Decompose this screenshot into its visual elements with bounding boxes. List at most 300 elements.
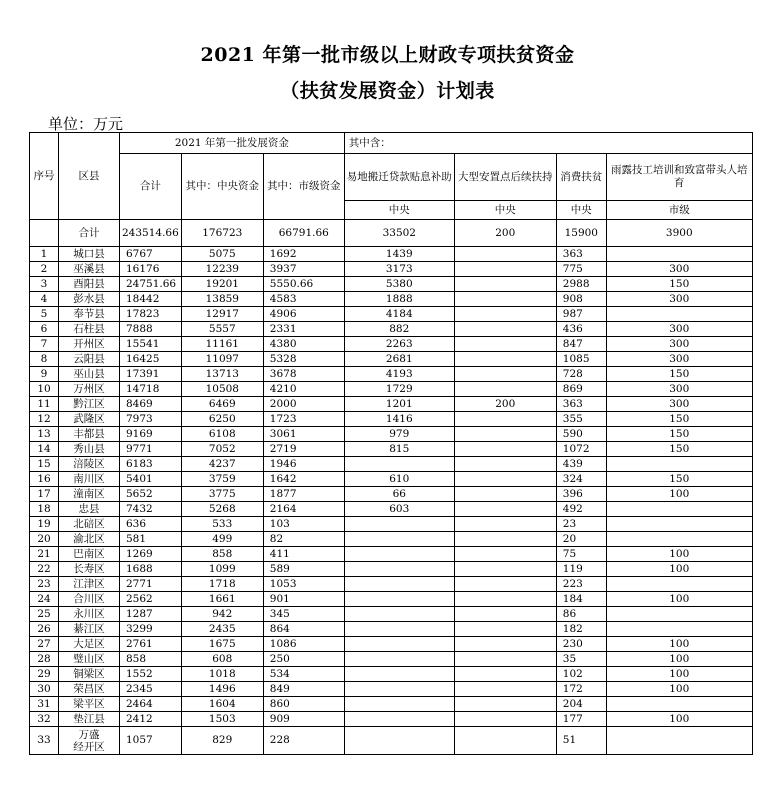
cell-consumption: 182 bbox=[556, 622, 606, 637]
cell-municipal: 1723 bbox=[263, 412, 344, 427]
header-central: 其中：中央资金 bbox=[181, 154, 263, 220]
cell-relocation bbox=[344, 637, 454, 652]
cell-resettlement bbox=[454, 592, 556, 607]
cell-resettlement bbox=[454, 517, 556, 532]
cell-total: 7888 bbox=[120, 322, 182, 337]
table-row bbox=[30, 442, 753, 457]
cell-training bbox=[606, 457, 752, 472]
cell-district: 开州区 bbox=[59, 337, 120, 352]
cell-municipal: 3678 bbox=[263, 367, 344, 382]
cell-seq: 10 bbox=[30, 382, 59, 397]
cell-relocation: 5380 bbox=[344, 277, 454, 292]
cell-resettlement bbox=[454, 262, 556, 277]
cell-municipal: 4380 bbox=[263, 337, 344, 352]
cell-district bbox=[59, 727, 120, 755]
cell-municipal: 860 bbox=[263, 697, 344, 712]
cell-central: 5075 bbox=[181, 247, 263, 262]
cell-relocation: 603 bbox=[344, 502, 454, 517]
cell-central: 6108 bbox=[181, 427, 263, 442]
cell-municipal: 589 bbox=[263, 562, 344, 577]
cell-training: 150 bbox=[606, 472, 752, 487]
cell-seq: 4 bbox=[30, 292, 59, 307]
cell-consumption: 86 bbox=[556, 607, 606, 622]
cell-seq: 20 bbox=[30, 532, 59, 547]
cell-total: 17823 bbox=[120, 307, 182, 322]
cell-training: 150 bbox=[606, 427, 752, 442]
cell-district: 北碚区 bbox=[59, 517, 120, 532]
cell-consumption: 1085 bbox=[556, 352, 606, 367]
cell-consumption: 908 bbox=[556, 292, 606, 307]
cell-consumption: 172 bbox=[556, 682, 606, 697]
cell-relocation: 4193 bbox=[344, 367, 454, 382]
cell-district: 梁平区 bbox=[59, 697, 120, 712]
cell-district: 城口县 bbox=[59, 247, 120, 262]
table-row bbox=[30, 412, 753, 427]
cell-district: 潼南区 bbox=[59, 487, 120, 502]
cell-resettlement bbox=[454, 472, 556, 487]
cell-central: 499 bbox=[181, 532, 263, 547]
total-training: 3900 bbox=[606, 220, 752, 247]
cell-seq: 11 bbox=[30, 397, 59, 412]
cell-central: 10508 bbox=[181, 382, 263, 397]
cell-central: 12239 bbox=[181, 262, 263, 277]
cell-total: 3299 bbox=[120, 622, 182, 637]
cell-central: 11161 bbox=[181, 337, 263, 352]
cell-seq: 31 bbox=[30, 697, 59, 712]
cell-municipal: 4210 bbox=[263, 382, 344, 397]
cell-central: 6250 bbox=[181, 412, 263, 427]
cell-training: 300 bbox=[606, 382, 752, 397]
cell-seq: 8 bbox=[30, 352, 59, 367]
table-row bbox=[30, 592, 753, 607]
unit-label: 单位：万元 bbox=[48, 115, 124, 133]
cell-seq: 18 bbox=[30, 502, 59, 517]
cell-total: 16176 bbox=[120, 262, 182, 277]
cell-seq: 28 bbox=[30, 652, 59, 667]
cell-municipal: 411 bbox=[263, 547, 344, 562]
cell-consumption: 75 bbox=[556, 547, 606, 562]
cell-seq: 5 bbox=[30, 307, 59, 322]
cell-district: 黔江区 bbox=[59, 397, 120, 412]
cell-total: 9169 bbox=[120, 427, 182, 442]
cell-relocation bbox=[344, 562, 454, 577]
cell-central: 13713 bbox=[181, 367, 263, 382]
cell-district: 大足区 bbox=[59, 637, 120, 652]
cell-district: 云阳县 bbox=[59, 352, 120, 367]
table-row bbox=[30, 637, 753, 652]
cell-training: 100 bbox=[606, 562, 752, 577]
cell-consumption: 2988 bbox=[556, 277, 606, 292]
cell-municipal: 5550.66 bbox=[263, 277, 344, 292]
cell-training bbox=[606, 517, 752, 532]
cell-training: 300 bbox=[606, 322, 752, 337]
cell-training: 100 bbox=[606, 712, 752, 727]
header-municipal: 其中：市级资金 bbox=[263, 154, 344, 220]
cell-district: 永川区 bbox=[59, 607, 120, 622]
cell-total: 2412 bbox=[120, 712, 182, 727]
cell-municipal: 1946 bbox=[263, 457, 344, 472]
table-row bbox=[30, 487, 753, 502]
cell-relocation bbox=[344, 667, 454, 682]
funding-table bbox=[29, 132, 753, 755]
cell-resettlement bbox=[454, 727, 556, 755]
cell-resettlement: 200 bbox=[454, 397, 556, 412]
cell-consumption: 102 bbox=[556, 667, 606, 682]
cell-central: 4237 bbox=[181, 457, 263, 472]
cell-relocation: 610 bbox=[344, 472, 454, 487]
cell-consumption: 35 bbox=[556, 652, 606, 667]
cell-total: 24751.66 bbox=[120, 277, 182, 292]
table-row bbox=[30, 547, 753, 562]
cell-training: 100 bbox=[606, 592, 752, 607]
cell-total: 2771 bbox=[120, 577, 182, 592]
cell-training: 100 bbox=[606, 652, 752, 667]
cell-total: 18442 bbox=[120, 292, 182, 307]
table-row bbox=[30, 352, 753, 367]
cell-seq: 16 bbox=[30, 472, 59, 487]
cell-central: 1661 bbox=[181, 592, 263, 607]
cell-training: 100 bbox=[606, 637, 752, 652]
table-row bbox=[30, 382, 753, 397]
cell-seq: 23 bbox=[30, 577, 59, 592]
cell-municipal: 1642 bbox=[263, 472, 344, 487]
cell-municipal: 1692 bbox=[263, 247, 344, 262]
header-district: 区县 bbox=[59, 133, 120, 220]
table-row bbox=[30, 427, 753, 442]
cell-district: 垫江县 bbox=[59, 712, 120, 727]
cell-central: 1675 bbox=[181, 637, 263, 652]
cell-total: 1287 bbox=[120, 607, 182, 622]
cell-municipal: 2000 bbox=[263, 397, 344, 412]
header-resettlement: 大型安置点后续扶持 bbox=[454, 154, 556, 201]
cell-training: 150 bbox=[606, 277, 752, 292]
cell-consumption: 355 bbox=[556, 412, 606, 427]
table-row bbox=[30, 652, 753, 667]
cell-seq: 27 bbox=[30, 637, 59, 652]
cell-relocation bbox=[344, 622, 454, 637]
cell-relocation: 1416 bbox=[344, 412, 454, 427]
cell-total: 5652 bbox=[120, 487, 182, 502]
cell-central: 829 bbox=[181, 727, 263, 755]
header-total: 合计 bbox=[120, 154, 182, 220]
cell-district: 江津区 bbox=[59, 577, 120, 592]
total-row bbox=[30, 220, 753, 247]
total-label: 合计 bbox=[59, 220, 120, 247]
cell-municipal: 228 bbox=[263, 727, 344, 755]
cell-consumption: 363 bbox=[556, 247, 606, 262]
cell-seq: 26 bbox=[30, 622, 59, 637]
cell-central: 13859 bbox=[181, 292, 263, 307]
cell-consumption: 230 bbox=[556, 637, 606, 652]
cell-relocation bbox=[344, 547, 454, 562]
table-row bbox=[30, 502, 753, 517]
cell-total: 14718 bbox=[120, 382, 182, 397]
cell-training: 150 bbox=[606, 367, 752, 382]
table-row bbox=[30, 712, 753, 727]
cell-municipal: 103 bbox=[263, 517, 344, 532]
cell-consumption: 847 bbox=[556, 337, 606, 352]
cell-consumption: 119 bbox=[556, 562, 606, 577]
cell-consumption: 492 bbox=[556, 502, 606, 517]
total-resettlement: 200 bbox=[454, 220, 556, 247]
cell-seq: 33 bbox=[30, 727, 59, 755]
cell-seq: 19 bbox=[30, 517, 59, 532]
cell-central: 533 bbox=[181, 517, 263, 532]
cell-relocation: 2263 bbox=[344, 337, 454, 352]
cell-resettlement bbox=[454, 682, 556, 697]
cell-training: 100 bbox=[606, 667, 752, 682]
cell-municipal: 4583 bbox=[263, 292, 344, 307]
cell-training bbox=[606, 247, 752, 262]
cell-central: 1099 bbox=[181, 562, 263, 577]
cell-consumption: 436 bbox=[556, 322, 606, 337]
cell-consumption: 1072 bbox=[556, 442, 606, 457]
cell-resettlement bbox=[454, 382, 556, 397]
cell-seq: 9 bbox=[30, 367, 59, 382]
cell-total: 581 bbox=[120, 532, 182, 547]
cell-district: 奉节县 bbox=[59, 307, 120, 322]
cell-district: 南川区 bbox=[59, 472, 120, 487]
cell-district: 武隆区 bbox=[59, 412, 120, 427]
total-seq bbox=[30, 220, 59, 247]
cell-consumption: 363 bbox=[556, 397, 606, 412]
cell-district: 万州区 bbox=[59, 382, 120, 397]
cell-total: 1057 bbox=[120, 727, 182, 755]
header-level-resettlement: 中央 bbox=[454, 201, 556, 220]
cell-resettlement bbox=[454, 697, 556, 712]
cell-central: 608 bbox=[181, 652, 263, 667]
cell-training: 100 bbox=[606, 547, 752, 562]
cell-district: 巴南区 bbox=[59, 547, 120, 562]
cell-resettlement bbox=[454, 427, 556, 442]
cell-central: 12917 bbox=[181, 307, 263, 322]
cell-total: 9771 bbox=[120, 442, 182, 457]
cell-municipal: 4906 bbox=[263, 307, 344, 322]
cell-total: 5401 bbox=[120, 472, 182, 487]
cell-municipal: 1877 bbox=[263, 487, 344, 502]
cell-resettlement bbox=[454, 457, 556, 472]
table-row bbox=[30, 337, 753, 352]
cell-seq: 22 bbox=[30, 562, 59, 577]
cell-consumption: 869 bbox=[556, 382, 606, 397]
cell-central: 1503 bbox=[181, 712, 263, 727]
cell-district: 渝北区 bbox=[59, 532, 120, 547]
cell-seq: 3 bbox=[30, 277, 59, 292]
cell-seq: 2 bbox=[30, 262, 59, 277]
cell-relocation: 2681 bbox=[344, 352, 454, 367]
header-relocation: 易地搬迁贷款贴息补助 bbox=[344, 154, 454, 201]
cell-relocation bbox=[344, 652, 454, 667]
cell-municipal: 3061 bbox=[263, 427, 344, 442]
header-level-training: 市级 bbox=[606, 201, 752, 220]
cell-municipal: 345 bbox=[263, 607, 344, 622]
cell-training: 150 bbox=[606, 412, 752, 427]
cell-central: 11097 bbox=[181, 352, 263, 367]
district-name-line-1: 万盛 bbox=[78, 728, 100, 741]
cell-municipal: 2164 bbox=[263, 502, 344, 517]
cell-total: 858 bbox=[120, 652, 182, 667]
header-level-consumption: 中央 bbox=[556, 201, 606, 220]
cell-relocation bbox=[344, 532, 454, 547]
page-title-line-1: 2021 年第一批市级以上财政专项扶贫资金 bbox=[200, 44, 575, 66]
table-row bbox=[30, 322, 753, 337]
cell-district: 铜梁区 bbox=[59, 667, 120, 682]
cell-consumption: 728 bbox=[556, 367, 606, 382]
cell-training bbox=[606, 577, 752, 592]
cell-resettlement bbox=[454, 637, 556, 652]
cell-resettlement bbox=[454, 712, 556, 727]
cell-relocation bbox=[344, 577, 454, 592]
cell-training: 300 bbox=[606, 397, 752, 412]
cell-total: 16425 bbox=[120, 352, 182, 367]
cell-municipal: 901 bbox=[263, 592, 344, 607]
cell-relocation: 3173 bbox=[344, 262, 454, 277]
cell-municipal: 864 bbox=[263, 622, 344, 637]
cell-seq: 25 bbox=[30, 607, 59, 622]
cell-training bbox=[606, 622, 752, 637]
cell-central: 1018 bbox=[181, 667, 263, 682]
table-row bbox=[30, 682, 753, 697]
cell-relocation bbox=[344, 712, 454, 727]
cell-district: 綦江区 bbox=[59, 622, 120, 637]
cell-municipal: 2331 bbox=[263, 322, 344, 337]
cell-municipal: 250 bbox=[263, 652, 344, 667]
cell-municipal: 82 bbox=[263, 532, 344, 547]
cell-total: 15541 bbox=[120, 337, 182, 352]
cell-municipal: 1053 bbox=[263, 577, 344, 592]
cell-relocation: 979 bbox=[344, 427, 454, 442]
cell-consumption: 20 bbox=[556, 532, 606, 547]
cell-total: 2562 bbox=[120, 592, 182, 607]
cell-training bbox=[606, 727, 752, 755]
cell-consumption: 177 bbox=[556, 712, 606, 727]
cell-total: 17391 bbox=[120, 367, 182, 382]
cell-district: 荣昌区 bbox=[59, 682, 120, 697]
cell-total: 2464 bbox=[120, 697, 182, 712]
table-row bbox=[30, 607, 753, 622]
cell-relocation bbox=[344, 607, 454, 622]
cell-consumption: 775 bbox=[556, 262, 606, 277]
cell-central: 3759 bbox=[181, 472, 263, 487]
table-row bbox=[30, 277, 753, 292]
cell-relocation: 1729 bbox=[344, 382, 454, 397]
header-consumption: 消费扶贫 bbox=[556, 154, 606, 201]
cell-municipal: 3937 bbox=[263, 262, 344, 277]
cell-consumption: 396 bbox=[556, 487, 606, 502]
header-seq: 序号 bbox=[30, 133, 59, 220]
cell-relocation bbox=[344, 682, 454, 697]
cell-training: 300 bbox=[606, 337, 752, 352]
cell-relocation: 4184 bbox=[344, 307, 454, 322]
cell-resettlement bbox=[454, 532, 556, 547]
cell-central: 5557 bbox=[181, 322, 263, 337]
cell-resettlement bbox=[454, 442, 556, 457]
cell-seq: 32 bbox=[30, 712, 59, 727]
header-of-which: 其中含： bbox=[344, 133, 752, 154]
cell-municipal: 1086 bbox=[263, 637, 344, 652]
table-row bbox=[30, 247, 753, 262]
cell-consumption: 987 bbox=[556, 307, 606, 322]
cell-seq: 17 bbox=[30, 487, 59, 502]
district-name-line-2: 经开区 bbox=[73, 740, 105, 753]
cell-resettlement bbox=[454, 502, 556, 517]
header-training: 雨露技工培训和致富带头人培育 bbox=[606, 154, 752, 201]
cell-resettlement bbox=[454, 247, 556, 262]
cell-training bbox=[606, 502, 752, 517]
cell-central: 1604 bbox=[181, 697, 263, 712]
cell-total: 2345 bbox=[120, 682, 182, 697]
cell-resettlement bbox=[454, 667, 556, 682]
cell-central: 5268 bbox=[181, 502, 263, 517]
cell-resettlement bbox=[454, 622, 556, 637]
table-row bbox=[30, 262, 753, 277]
cell-municipal: 849 bbox=[263, 682, 344, 697]
cell-seq: 14 bbox=[30, 442, 59, 457]
cell-training: 300 bbox=[606, 292, 752, 307]
cell-consumption: 204 bbox=[556, 697, 606, 712]
cell-central: 2435 bbox=[181, 622, 263, 637]
cell-relocation: 1439 bbox=[344, 247, 454, 262]
cell-district: 忠县 bbox=[59, 502, 120, 517]
cell-total: 8469 bbox=[120, 397, 182, 412]
cell-training: 300 bbox=[606, 262, 752, 277]
table-row bbox=[30, 562, 753, 577]
cell-resettlement bbox=[454, 487, 556, 502]
table-row bbox=[30, 517, 753, 532]
page-title-line-2: （扶贫发展资金）计划表 bbox=[280, 80, 495, 102]
cell-consumption: 324 bbox=[556, 472, 606, 487]
total-central: 176723 bbox=[181, 220, 263, 247]
cell-consumption: 184 bbox=[556, 592, 606, 607]
cell-seq: 15 bbox=[30, 457, 59, 472]
cell-consumption: 223 bbox=[556, 577, 606, 592]
cell-total: 1269 bbox=[120, 547, 182, 562]
cell-district: 石柱县 bbox=[59, 322, 120, 337]
total-municipal: 66791.66 bbox=[263, 220, 344, 247]
cell-district: 巫溪县 bbox=[59, 262, 120, 277]
cell-consumption: 51 bbox=[556, 727, 606, 755]
cell-training bbox=[606, 307, 752, 322]
table-row bbox=[30, 727, 753, 755]
cell-relocation bbox=[344, 697, 454, 712]
cell-relocation bbox=[344, 727, 454, 755]
table-row bbox=[30, 397, 753, 412]
table-row bbox=[30, 532, 753, 547]
cell-district: 涪陵区 bbox=[59, 457, 120, 472]
cell-training bbox=[606, 532, 752, 547]
cell-district: 巫山县 bbox=[59, 367, 120, 382]
cell-relocation bbox=[344, 592, 454, 607]
cell-resettlement bbox=[454, 352, 556, 367]
cell-municipal: 5328 bbox=[263, 352, 344, 367]
cell-relocation: 1201 bbox=[344, 397, 454, 412]
cell-central: 7052 bbox=[181, 442, 263, 457]
cell-district: 长寿区 bbox=[59, 562, 120, 577]
cell-total: 1552 bbox=[120, 667, 182, 682]
cell-central: 858 bbox=[181, 547, 263, 562]
cell-total: 6767 bbox=[120, 247, 182, 262]
cell-training bbox=[606, 697, 752, 712]
cell-consumption: 439 bbox=[556, 457, 606, 472]
cell-resettlement bbox=[454, 547, 556, 562]
table-row bbox=[30, 667, 753, 682]
cell-district: 丰都县 bbox=[59, 427, 120, 442]
table-row bbox=[30, 697, 753, 712]
cell-central: 942 bbox=[181, 607, 263, 622]
cell-district: 合川区 bbox=[59, 592, 120, 607]
cell-municipal: 909 bbox=[263, 712, 344, 727]
total-total: 243514.66 bbox=[120, 220, 182, 247]
